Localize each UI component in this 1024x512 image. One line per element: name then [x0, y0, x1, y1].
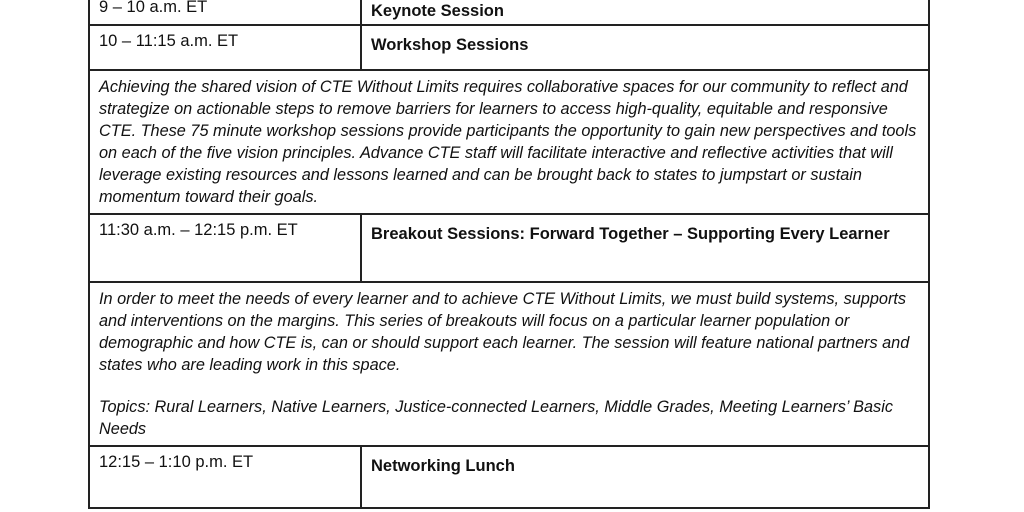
- session-time: 12:15 – 1:10 p.m. ET: [99, 453, 254, 471]
- title-cell: [361, 0, 929, 25]
- agenda-row-workshop-description: [89, 70, 929, 214]
- description-cell: [89, 70, 929, 214]
- title-cell: [361, 214, 929, 282]
- session-topics: Topics: Rural Learners, Native Learners, Justice-connected Learners, Middle Grades, Meeting Learners’ Basic Needs: [99, 398, 893, 438]
- session-time: 10 – 11:15 a.m. ET: [99, 32, 239, 50]
- session-title: Keynote Session: [371, 2, 504, 20]
- session-title: Networking Lunch: [371, 457, 515, 475]
- session-description: In order to meet the needs of every learner and to achieve CTE Without Limits, we must build systems, supports and interventions on the margins. This series of breakouts will focus on a particular learner population or demographic and how CTE is, can or should support each learner. The session will feature national partners and states who are leading work in this space.: [99, 290, 910, 374]
- agenda-row-breakout-description: [89, 282, 929, 446]
- agenda-table: [88, 0, 930, 509]
- agenda-row-breakout: [89, 214, 929, 282]
- agenda-row-lunch: [89, 446, 929, 508]
- session-title: Workshop Sessions: [371, 36, 529, 54]
- session-title: Breakout Sessions: Forward Together – Supporting Every Learner: [371, 225, 890, 243]
- time-cell: [89, 25, 361, 70]
- title-cell: [361, 25, 929, 70]
- session-time: 11:30 a.m. – 12:15 p.m. ET: [99, 221, 298, 239]
- session-time: 9 – 10 a.m. ET: [99, 0, 208, 16]
- agenda-row-workshop: [89, 25, 929, 70]
- time-cell: [89, 0, 361, 25]
- agenda-row-keynote: [89, 0, 929, 25]
- title-cell: [361, 446, 929, 508]
- time-cell: [89, 214, 361, 282]
- session-description: Achieving the shared vision of CTE Without Limits requires collaborative spaces for our community to reflect and strategize on actionable steps to remove barriers for learners to access high-quality, equitable and responsive CTE. These 75 minute workshop sessions provide participants the opportunity to gain new perspectives and tools on each of the five vision principles. Advance CTE staff will facilitate interactive and reflective activities that will leverage existing resources and lessons learned and can be brought back to states to jumpstart or sustain momentum toward their goals.: [99, 78, 917, 206]
- description-cell: [89, 282, 929, 446]
- time-cell: [89, 446, 361, 508]
